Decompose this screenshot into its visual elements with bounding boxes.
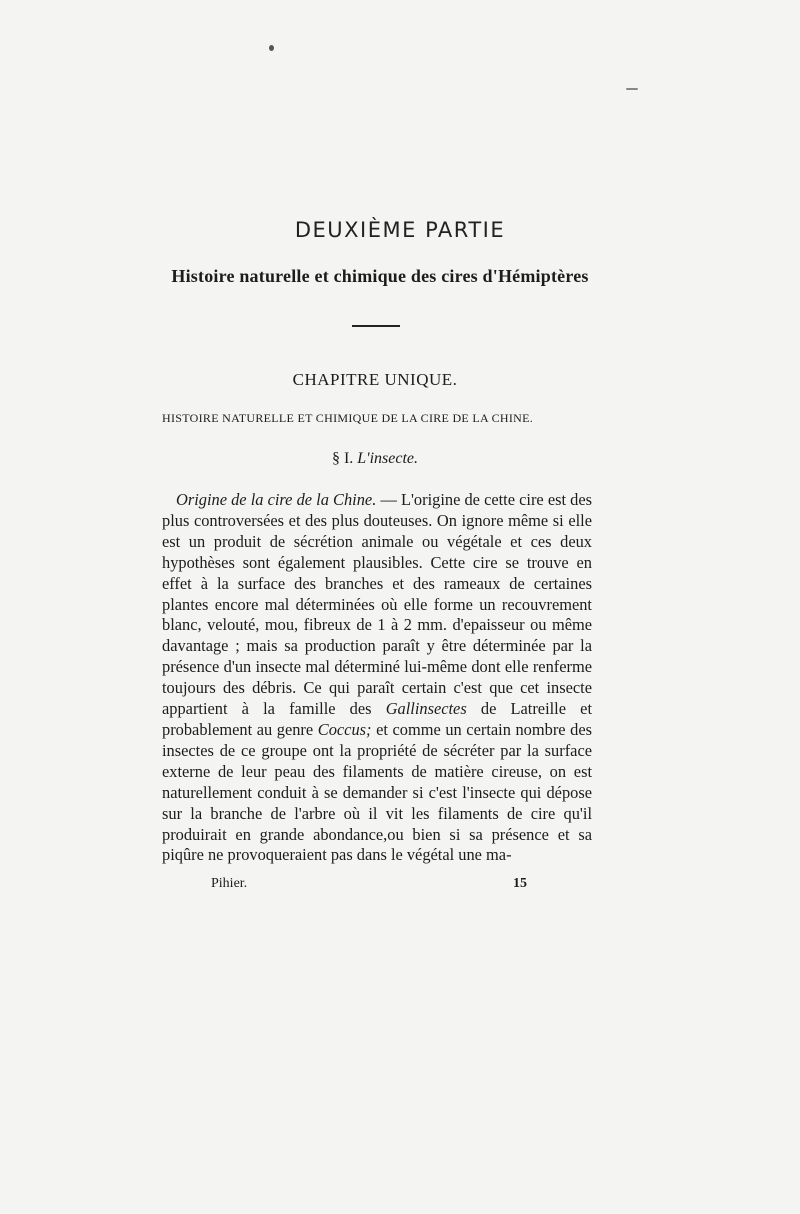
paragraph-lead: Origine de la cire de la Chine.: [176, 490, 377, 509]
part-subtitle: Histoire naturelle et chimique des cires d'Hémiptères: [171, 266, 589, 286]
chapter-title: CHAPITRE UNIQUE.: [292, 370, 458, 389]
chapter-heading: HISTOIRE NATURELLE ET CHIMIQUE DE LA CIRE DE LA CHINE.: [162, 411, 534, 425]
paragraph-text-2: de Latreille et probablement au genre: [162, 699, 592, 739]
section-heading: [0, 450, 750, 468]
sheet-number: 15: [513, 876, 527, 891]
paragraph-italic-2: Coccus;: [317, 719, 372, 739]
ink-speck: [626, 88, 638, 90]
printer-signature: Pihier.: [211, 876, 248, 891]
paragraph-text-3: et comme un certain nombre des insectes de ce groupe ont la propriété de sécréter par la surface externe de leur peau des filaments de matière cireuse, on est naturellement conduit à se demander si c'est l'insecte qui dépose sur la branche de l'arbre où il vit les filaments de cire qu'il produirait en grande abondance,ou bien si sa présence et sa piqûre ne provoqueraient pas dans le végétal une ma-: [162, 719, 592, 865]
section-title: L'insecte.: [357, 450, 419, 467]
section-number: § I.: [331, 450, 354, 467]
part-title: DEUXIÈME PARTIE: [294, 218, 506, 242]
paragraph-dash: —: [376, 490, 401, 509]
paragraph-italic-1: Gallinsectes: [385, 699, 467, 719]
paragraph-text-1: L'origine de cette cire est des plus controversées et des plus douteuses. On ignore même si elle est un produit de sécrétion animale ou végétale et ces deux hypothèses sont également plausibles. Cette cire se trouve en effet à la surface des branches et des rameaux de certaines plantes encore mal déterminées où elle forme un recouvrement blanc, velouté, mou, fibreux de 1 à 2 mm. d'epaisseur ou même davantage ; mais sa production paraît y être déterminée par la présence d'un insecte mal déterminé lui-même dont elle renferme toujours des débris. Ce qui paraît certain c'est que cet insecte appartient à la famille des: [162, 490, 593, 719]
ink-speck: [269, 45, 274, 51]
body-paragraph: [162, 490, 592, 866]
separator-rule: [352, 325, 400, 327]
